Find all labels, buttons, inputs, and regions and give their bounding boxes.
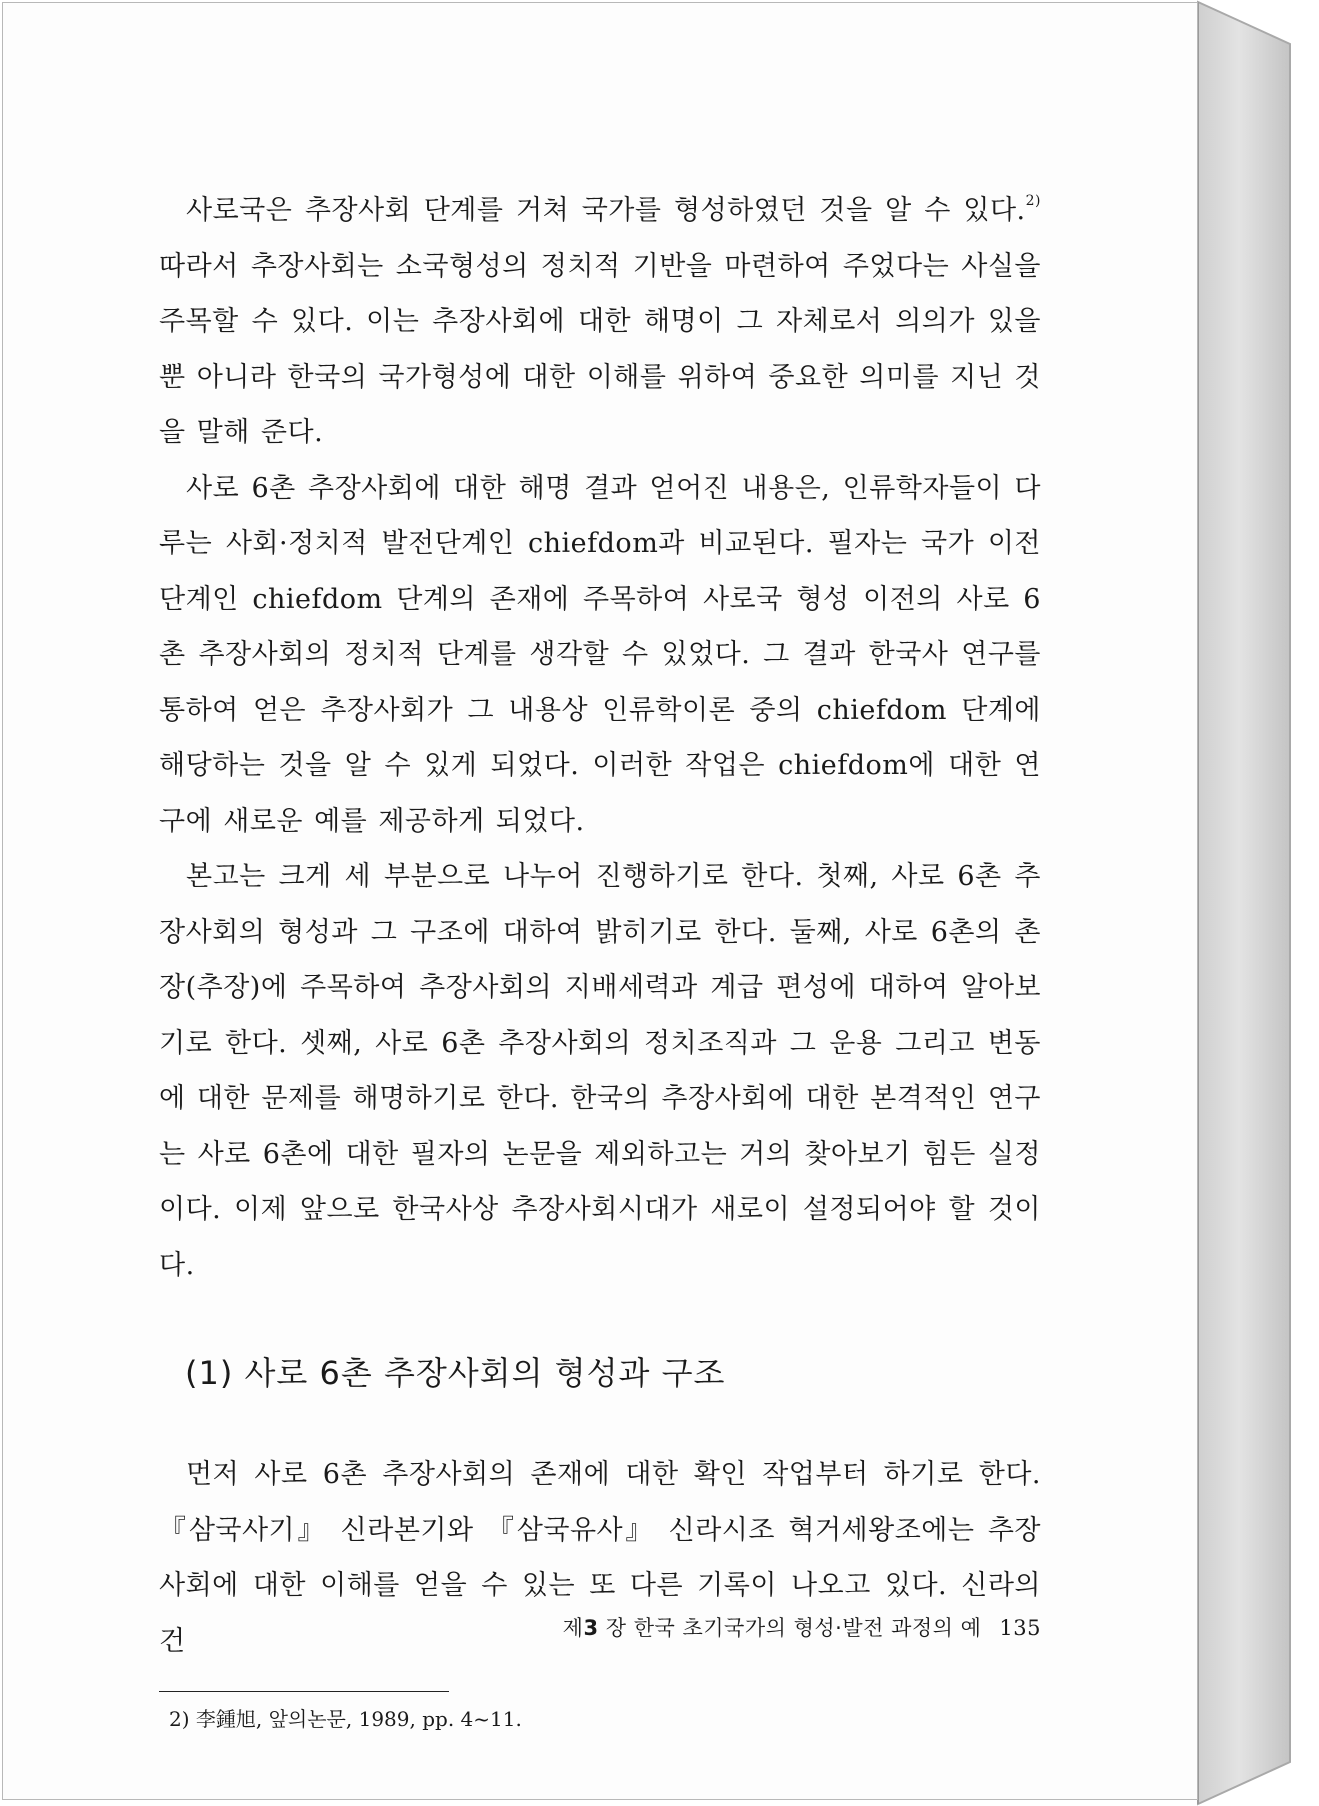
body-paragraph-3: 본고는 크게 세 부분으로 나누어 진행하기로 한다. 첫째, 사로 6촌 추장사회의 형성과 그 구조에 대하여 밝히기로 한다. 둘째, 사로 6촌의 촌장(추장)에 주목하여 추장사회의 지배세력과 계급 편성에 대하여 알아보기로 한다. 셋째, 사로 6촌 추장사회의 정치조직과 그 운용 그리고 변동에 대한 문제를 해명하기로 한다. 한국의 추장사회에 대한 본격적인 연구는 사로 6촌에 대한 필자의 논문을 제외하고는 거의 찾아보기 힘든 실정이다. 이제 앞으로 한국사상 추장사회시대가 새로이 설정되어야 할 것이다. xyxy=(159,861,1041,1281)
page-body xyxy=(159,183,1041,1734)
section-heading: (1) 사로 6촌 추장사회의 형성과 구조 xyxy=(185,1354,726,1392)
section-paragraph: 먼저 사로 6촌 추장사회의 존재에 대한 확인 작업부터 하기로 한다. 『삼국사기』 신라본기와 『삼국유사』 신라시조 혁거세왕조에는 추장사회에 대한 이해를 얻을 수 있는 또 다른 기록이 나오고 있다. 신라의 건 xyxy=(159,1459,1041,1657)
chapter-number: 3 xyxy=(583,1616,599,1640)
footnote: 2) 李鍾旭, 앞의논문, 1989, pp. 4~11. xyxy=(169,1707,522,1731)
chapter-title: 장 한국 초기국가의 형성·발전 과정의 예 xyxy=(605,1616,982,1640)
book-page xyxy=(2,2,1198,1800)
paragraph-1-text-a: 사로국은 추장사회 단계를 거쳐 국가를 형성하였던 것을 알 수 있다. xyxy=(186,195,1026,226)
paragraph-1-text-b: 따라서 추장사회는 소국형성의 정치적 기반을 마련하여 주었다는 사실을 주목할 수 있다. 이는 추장사회에 대한 해명이 그 자체로서 의의가 있을 뿐 아니라 한국의 국가형성에 대한 이해를 위하여 중요한 의미를 지닌 것을 말해 준다. xyxy=(159,250,1041,448)
footnote-reference[interactable]: 2) xyxy=(1025,193,1041,209)
footnote-divider xyxy=(159,1691,449,1692)
page-number: 135 xyxy=(999,1616,1041,1640)
running-footer xyxy=(159,1613,1041,1643)
body-paragraph-2: 사로 6촌 추장사회에 대한 해명 결과 얻어진 내용은, 인류학자들이 다루는 사회·정치적 발전단계인 chiefdom과 비교된다. 필자는 국가 이전 단계인 chiefdom 단계의 존재에 주목하여 사로국 형성 이전의 사로 6촌 추장사회의 정치적 단계를 생각할 수 있었다. 그 결과 한국사 연구를 통하여 얻은 추장사회가 그 내용상 인류학이론 중의 chiefdom 단계에 해당하는 것을 알 수 있게 되었다. 이러한 작업은 chiefdom에 대한 연구에 새로운 예를 제공하게 되었다. xyxy=(159,472,1041,837)
chapter-prefix: 제 xyxy=(562,1616,584,1640)
body-paragraph-1 xyxy=(159,183,1041,461)
